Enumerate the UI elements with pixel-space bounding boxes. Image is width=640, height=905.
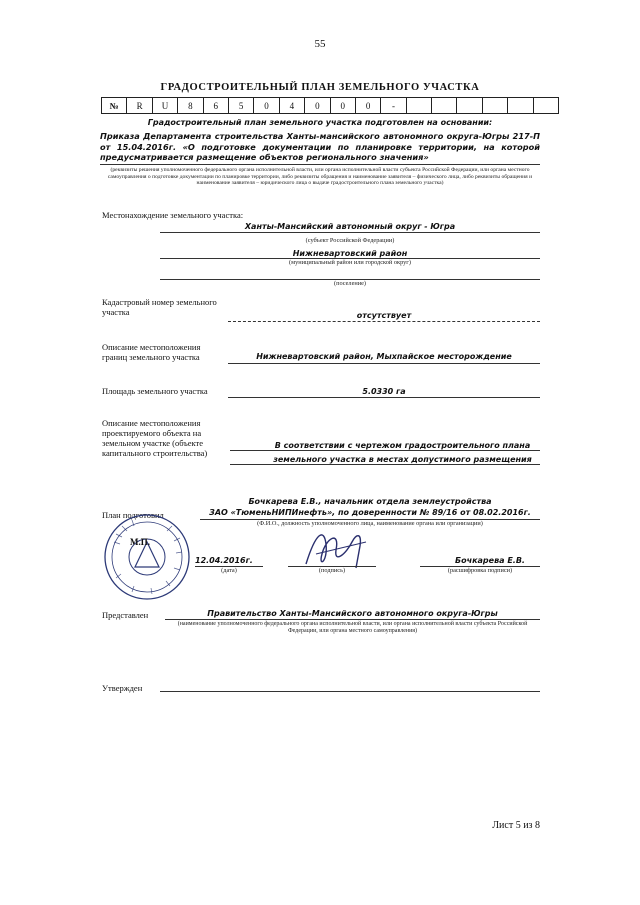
settlement-note: (поселение) [333,280,366,287]
plan-number-cell [508,98,533,114]
basis-note: (реквизиты решения уполномоченного федерального органа исполнительной власти, или органа исполнительной власти субъекта Российской Федерации, или органа местного самоуправления о подготовке документации по планировке территории, либо реквизиты обращения и наименование заявителя – физического лица, либо реквизиты обращения и наименование заявителя – юридического лица о выдаче градостроительного плана земельного участка) [107,167,533,186]
plan-number-cell: 0 [330,98,355,114]
seal-stamp-icon [102,512,192,602]
plan-number-cell [533,98,558,114]
projected-line-1 [230,450,540,451]
decoding-note: (расшифровка подписи) [447,567,513,574]
plan-number-table [101,97,559,114]
boundaries-label: Описание местоположения границ земельного участка [102,342,201,362]
approved-line [160,691,540,692]
projected-object-value: В соответствии с чертежом градостроительного плана земельного участка в местах допустимого размещения [273,441,532,464]
plan-number-cell [482,98,507,114]
plan-number-cell: - [381,98,406,114]
plan-number-cell [406,98,431,114]
area-label: Площадь земельного участка [102,386,208,396]
signature-note: (подпись) [318,567,346,574]
stamp-mark: М.П. [130,537,150,547]
sheet-number: Лист 5 из 8 [492,820,540,831]
cadastral-line [228,321,540,322]
plan-number-cell: 0 [355,98,380,114]
plan-number-cell: 8 [178,98,203,114]
prepared-org: ЗАО «ТюменьНИПИнефть», по доверенности № 89/16 от 08.02.2016г. [209,508,531,517]
plan-number-cell: 0 [254,98,279,114]
projected-object-label: Описание местоположения проектируемого объекта на земельном участке (объекте капитального строительства) [102,418,208,458]
date-note: (дата) [221,567,237,574]
plan-number-cell: 0 [305,98,330,114]
plan-number-cell [432,98,457,114]
location-subject: Ханты-Мансийский автономный округ - Югра [244,222,456,231]
plan-number-cell: № [102,98,127,114]
plan-number-cell: 4 [279,98,304,114]
location-district: Нижневартовский район [292,249,408,258]
prepared-label: План подготовил [102,510,164,520]
boundaries-line [228,363,540,364]
subject-note: (субъект Российской Федерации) [305,237,395,244]
basis-heading: Градостроительный план земельного участка подготовлен на основании: [147,118,493,127]
basis-underline [100,164,540,165]
cadastral-value: отсутствует [356,311,412,320]
plan-number-cell: 6 [203,98,228,114]
district-note: (муниципальный район или городской округ) [289,259,411,266]
projected-line-2 [230,464,540,465]
basis-text: Приказа Департамента строительства Ханты-мансийского автономного округа-Югры 217-П от 15.04.2016г. «О подготовке документации по планировке территории, на которой предусматривается размещение объектов регионального значения» [100,131,540,162]
document-title: ГРАДОСТРОИТЕЛЬНЫЙ ПЛАН ЗЕМЕЛЬНОГО УЧАСТКА [160,82,480,93]
approved-label: Утвержден [102,683,143,693]
prepared-who: Бочкарева Е.В., начальник отдела землеустройства [248,497,492,506]
prepared-decoding: Бочкарева Е.В. [455,556,525,565]
plan-number-cell: 5 [228,98,253,114]
plan-number-row [102,98,559,114]
area-line [228,397,540,398]
area-value: 5.0330 га [362,387,406,396]
page-number: 55 [314,38,326,50]
plan-number-cell [457,98,482,114]
plan-number-cell: R [127,98,152,114]
submitted-value: Правительство Ханты-Мансийского автономного округа-Югры [207,609,498,618]
prepared-date: 12.04.2016г. [195,556,253,565]
submitted-note: (наименование уполномоченного федерального органа исполнительной власти, или органа исполнительной власти субъекта Российской Федерации, или органа местного самоуправления) [177,621,528,634]
submitted-line [165,619,540,620]
plan-number-cell: U [152,98,177,114]
boundaries-value: Нижневартовский район, Мыхпайское месторождение [256,352,512,361]
location-label: Местонахождение земельного участка: [102,210,244,220]
submitted-label: Представлен [102,610,149,620]
subject-line [160,232,540,233]
prepared-note: (Ф.И.О., должность уполномоченного лица, наименование органа или организации) [257,520,483,527]
cadastral-label: Кадастровый номер земельного участка [102,297,217,317]
